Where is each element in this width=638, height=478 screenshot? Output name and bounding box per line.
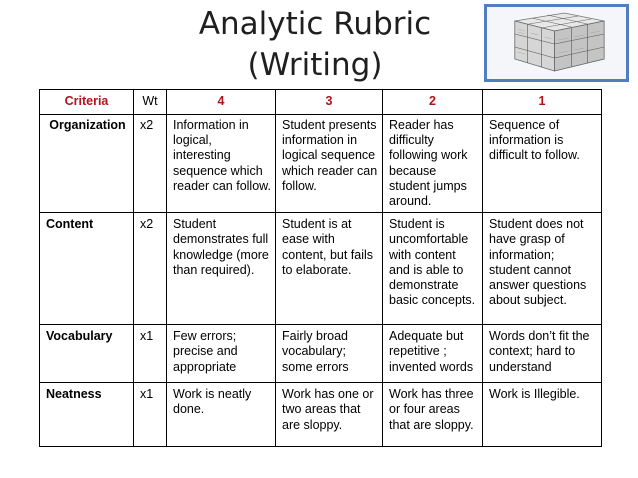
score-cell: Reader has difficulty following work because student jumps around. [383,115,483,213]
criteria-cell: Neatness [40,383,134,447]
score-cell: Student is uncomfortable with content and is able to demonstrate basic concepts. [383,213,483,325]
table-header-row [40,90,602,115]
score-cell: Student does not have grasp of information; student cannot answer questions about subject. [483,213,602,325]
score-cell: Words don’t fit the context; hard to understand [483,325,602,383]
header-score-1: 1 [483,90,602,115]
score-cell: Fairly broad vocabulary; some errors [276,325,383,383]
score-cell: Work has three or four areas that are sloppy. [383,383,483,447]
score-cell: Work is neatly done. [167,383,276,447]
weight-cell: x2 [134,213,167,325]
paper-cube-icon [487,7,626,79]
table-row [40,325,602,383]
score-cell: Work has one or two areas that are sloppy. [276,383,383,447]
header-score-3: 3 [276,90,383,115]
paper-cube-image [484,4,629,82]
score-cell: Student presents information in logical sequence which reader can follow. [276,115,383,213]
table-row [40,383,602,447]
header-score-4: 4 [167,90,276,115]
score-cell: Information in logical, interesting sequence which reader can follow. [167,115,276,213]
score-cell: Few errors; precise and appropriate [167,325,276,383]
rubric-table [39,89,602,447]
score-cell: Student is at ease with content, but fails to elaborate. [276,213,383,325]
table-row [40,115,602,213]
header-score-2: 2 [383,90,483,115]
weight-cell: x1 [134,383,167,447]
weight-cell: x1 [134,325,167,383]
criteria-cell: Vocabulary [40,325,134,383]
score-cell: Work is Illegible. [483,383,602,447]
table-row [40,213,602,325]
score-cell: Sequence of information is difficult to follow. [483,115,602,213]
header-criteria: Criteria [40,90,134,115]
criteria-cell: Organization [40,115,134,213]
weight-cell: x2 [134,115,167,213]
title-line-1: Analytic Rubric [198,6,432,42]
criteria-cell: Content [40,213,134,325]
title-line-2: (Writing) [247,47,383,83]
slide-title [150,4,480,86]
header-weight: Wt [134,90,167,115]
score-cell: Adequate but repetitive ; invented words [383,325,483,383]
score-cell: Student demonstrates full knowledge (more than required). [167,213,276,325]
